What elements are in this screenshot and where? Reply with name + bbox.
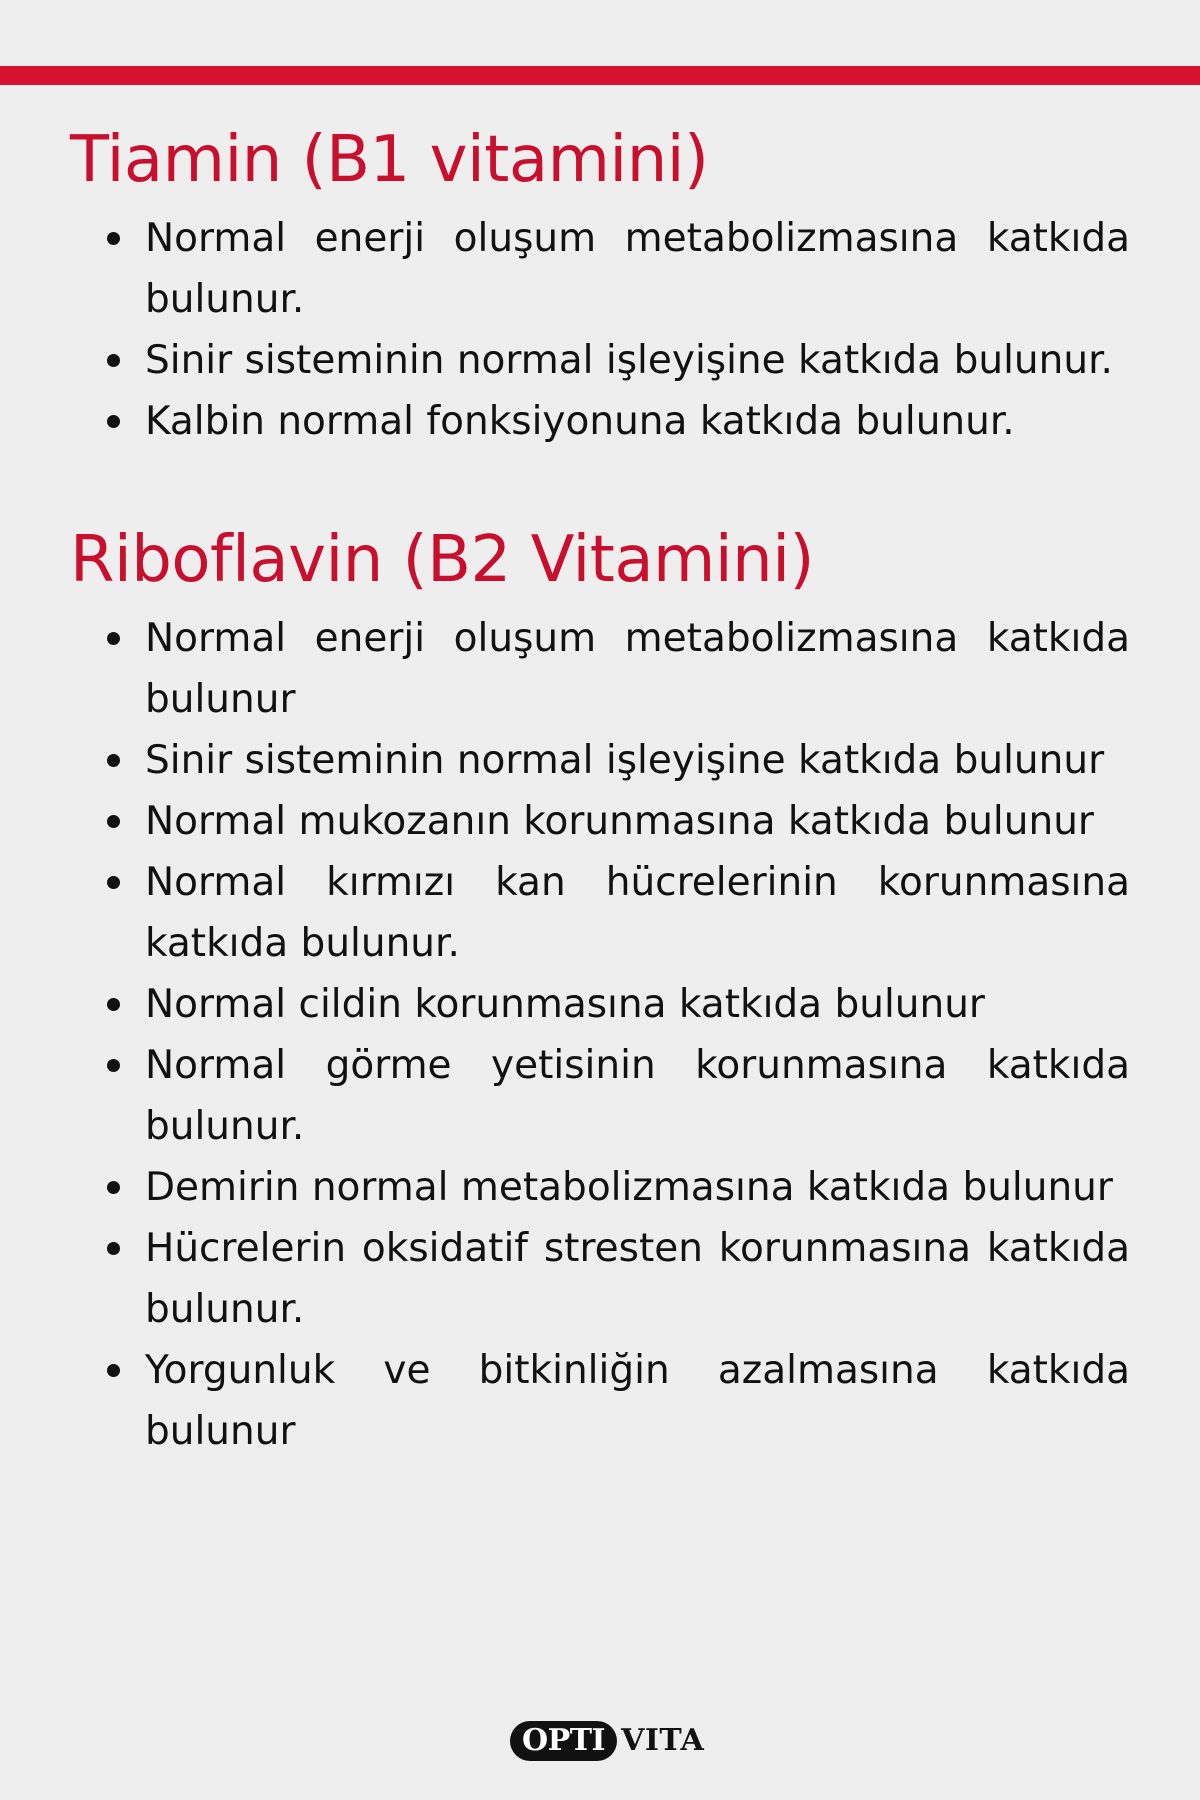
bullet-icon <box>107 232 120 245</box>
benefit-list-tiamin <box>70 208 1130 452</box>
list-item <box>70 330 1130 391</box>
list-item-text: Normal cildin korunmasına katkıda bulunur <box>145 982 985 1027</box>
list-item <box>70 391 1130 452</box>
list-item-text: Demirin normal metabolizmasına katkıda bulunur <box>145 1165 1113 1210</box>
list-item-text: Sinir sisteminin normal işleyişine katkıda bulunur <box>145 738 1105 783</box>
list-item-text: Normal mukozanın korunmasına katkıda bulunur <box>145 799 1094 844</box>
list-item-text: Sinir sisteminin normal işleyişine katkıda bulunur. <box>145 338 1113 383</box>
bullet-icon <box>107 876 120 889</box>
list-item <box>70 791 1130 852</box>
list-item-text: Hücrelerin oksidatif stresten korunmasına katkıda bulunur. <box>145 1226 1130 1332</box>
brand-logo <box>510 1718 704 1764</box>
bullet-icon <box>107 1181 120 1194</box>
bullet-icon <box>107 415 120 428</box>
list-item <box>70 1340 1130 1462</box>
list-item-text: Normal enerji oluşum metabolizmasına katkıda bulunur <box>145 616 1130 722</box>
list-item <box>70 852 1130 974</box>
list-item <box>70 1157 1130 1218</box>
bullet-icon <box>107 1242 120 1255</box>
section-tiamin <box>70 112 1130 452</box>
bullet-icon <box>107 815 120 828</box>
bullet-icon <box>107 1059 120 1072</box>
bullet-icon <box>107 1364 120 1377</box>
benefit-list-riboflavin <box>70 608 1130 1462</box>
list-item <box>70 974 1130 1035</box>
list-item <box>70 1035 1130 1157</box>
list-item-text: Kalbin normal fonksiyonuna katkıda bulunur. <box>145 399 1015 444</box>
top-accent-bar <box>0 66 1200 85</box>
list-item-text: Normal görme yetisinin korunmasına katkıda bulunur. <box>145 1043 1130 1149</box>
bullet-icon <box>107 754 120 767</box>
list-item-text: Normal kırmızı kan hücrelerinin korunmasına katkıda bulunur. <box>145 860 1130 966</box>
brand-logo-vita: VITA <box>621 1723 705 1758</box>
section-title-tiamin: Tiamin (B1 vitamini) <box>70 123 709 197</box>
section-spacer <box>70 452 1130 512</box>
bullet-icon <box>107 354 120 367</box>
list-item <box>70 1218 1130 1340</box>
list-item <box>70 208 1130 330</box>
brand-logo-opti: OPTI <box>510 1721 617 1761</box>
bullet-icon <box>107 632 120 645</box>
list-item <box>70 608 1130 730</box>
list-item <box>70 730 1130 791</box>
list-item-text: Normal enerji oluşum metabolizmasına katkıda bulunur. <box>145 216 1130 322</box>
section-title-riboflavin: Riboflavin (B2 Vitamini) <box>70 523 814 597</box>
document-content <box>70 112 1130 1462</box>
section-riboflavin <box>70 512 1130 1462</box>
list-item-text: Yorgunluk ve bitkinliğin azalmasına katkıda bulunur <box>145 1348 1130 1454</box>
bullet-icon <box>107 998 120 1011</box>
